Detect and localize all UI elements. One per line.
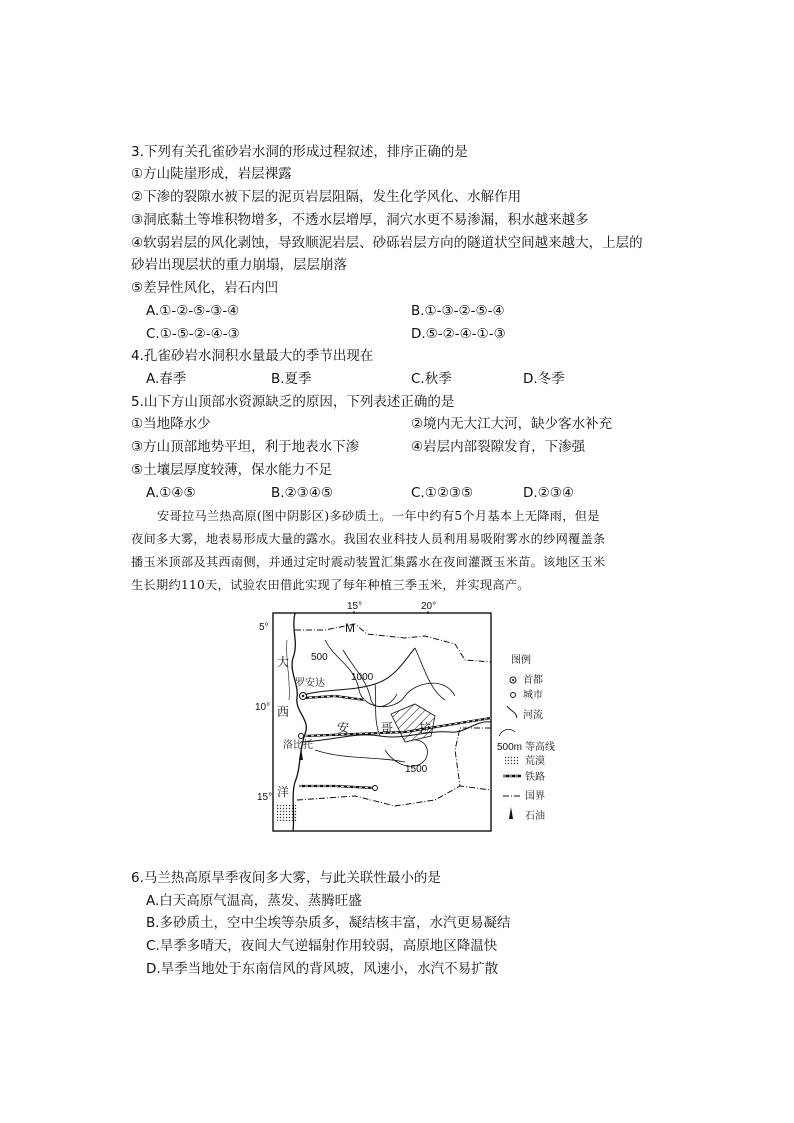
q4-option-b[interactable]: B.夏季	[271, 371, 312, 387]
q3-item-2: ②下渗的裂隙水被下层的泥页岩层阻隔，发生化学风化、水解作用	[131, 189, 522, 205]
svg-text:首都: 首都	[523, 675, 543, 686]
q3-option-b[interactable]: B.①-③-②-⑤-④	[411, 303, 505, 319]
country-char-2: 哥	[381, 721, 394, 735]
passage-line: 生长期约110天，试验农田借此实现了每年种植三季玉米，并实现高产。	[131, 578, 530, 592]
passage	[131, 505, 661, 597]
lon-label-20: 20°	[421, 601, 437, 612]
q4-option-c[interactable]: C.秋季	[411, 371, 452, 387]
map-legend	[497, 653, 555, 822]
q5-item-3: ③方山顶部地势平坦，利于地表水下渗	[131, 439, 360, 455]
river	[415, 648, 445, 700]
country-char-3: 拉	[419, 721, 432, 735]
desert-area	[277, 805, 297, 821]
svg-text:铁路: 铁路	[525, 772, 545, 783]
svg-text:城市: 城市	[523, 690, 543, 701]
q3-item-5: ⑤差异性风化，岩石内凹	[131, 280, 279, 296]
svg-text:500m: 500m	[497, 742, 523, 753]
ocean-char-2: 西	[277, 705, 290, 719]
river	[375, 684, 380, 736]
q4-option-d[interactable]: D.冬季	[523, 371, 565, 387]
q5-item-4: ④岩层内部裂隙发育，下渗强	[411, 439, 586, 455]
q4-stem: 4.孔雀砂岩水洞积水量最大的季节出现在	[131, 348, 374, 364]
ocean-char-3: 洋	[277, 785, 290, 799]
q3-item-4-cont: 砂岩出现层状的重力崩塌，层层崩落	[131, 257, 347, 273]
q4-option-a[interactable]: A.春季	[146, 371, 187, 387]
q5-option-a[interactable]: A.①④⑤	[146, 485, 196, 501]
svg-text:等高线: 等高线	[525, 742, 555, 753]
city-label-lobito: 洛比托	[283, 740, 313, 751]
q5-option-c[interactable]: C.①②③⑤	[411, 485, 474, 501]
lon-label-15: 15°	[347, 601, 363, 612]
q5-option-b[interactable]: B.②③④⑤	[271, 485, 333, 501]
q6-option-b[interactable]: B.多砂质土，空中尘埃等杂质多，凝结核丰富，水汽更易凝结	[146, 915, 511, 931]
railway	[303, 696, 365, 700]
q5-stem: 5.山下方山顶部水资源缺乏的原因，下列表述正确的是	[131, 394, 455, 410]
lat-label-10: 10°	[255, 702, 271, 713]
svg-text:石油: 石油	[525, 811, 545, 822]
contour-line	[385, 740, 427, 766]
svg-text:图例: 图例	[511, 655, 531, 666]
coastline	[292, 613, 306, 831]
q6-option-a[interactable]: A.白天高原气温高，蒸发、蒸腾旺盛	[146, 893, 362, 909]
city-symbol	[373, 786, 378, 791]
q5-option-d[interactable]: D.②③④	[523, 485, 574, 501]
q6-option-c[interactable]: C.旱季多晴天，夜间大气逆辐射作用较弱，高原地区降温快	[146, 938, 498, 954]
q3-item-4: ④软弱岩层的风化剥蚀，导致顺泥岩层、砂砾岩层方向的隧道状空间越来越大，上层的	[131, 235, 643, 251]
city-symbol	[299, 734, 304, 739]
contour-label-1000: 1000	[351, 672, 374, 683]
passage-line: 安哥拉马兰热高原(图中阴影区)多砂质土。一年中约有5个月基本上无降雨，但是	[157, 509, 600, 523]
country-char-1: 安	[337, 721, 350, 735]
contour-label-1500: 1500	[405, 764, 428, 775]
q5-item-1: ①当地降水少	[131, 416, 211, 432]
q3-option-d[interactable]: D.⑤-②-④-①-③	[411, 326, 506, 342]
q3-option-c[interactable]: C.①-⑤-②-④-③	[146, 326, 240, 342]
angola-map	[255, 600, 555, 835]
passage-line: 夜间多大雾，地表易形成大量的露水。我国农业科技人员利用易吸附雾水的纱网覆盖条	[131, 532, 606, 546]
svg-text:河流: 河流	[523, 710, 543, 721]
q3-stem: 3.下列有关孔雀砂岩水洞的形成过程叙述，排序正确的是	[131, 144, 468, 160]
city-label-luanda: 罗安达	[295, 678, 325, 689]
svg-text:国界: 国界	[525, 791, 545, 802]
q6-stem: 6.马兰热高原旱季夜间多大雾，与此关联性最小的是	[131, 870, 441, 886]
contour-label-500: 500	[311, 652, 328, 663]
border	[297, 786, 460, 806]
svg-text:荒漠: 荒漠	[525, 756, 545, 767]
q5-item-2: ②境内无大江大河，缺少客水补充	[411, 416, 613, 432]
letter-m: M	[345, 621, 355, 635]
border	[455, 728, 491, 790]
lat-label-15: 15°	[257, 792, 273, 803]
passage-line: 播玉米顶部及其西南侧，并通过定时震动装置汇集露水在夜间灌溉玉米苗。该地区玉米	[131, 555, 606, 569]
q3-item-1: ①方山陡崖形成，岩层裸露	[131, 166, 292, 182]
q5-item-5: ⑤土壤层厚度较薄，保水能力不足	[131, 462, 333, 478]
lat-label-5: 5°	[259, 622, 269, 633]
q3-option-a[interactable]: A.①-②-⑤-③-④	[146, 303, 240, 319]
q3-item-3: ③洞底黏土等堆积物增多，不透水层增厚，洞穴水更不易渗漏，积水越来越多	[131, 212, 589, 228]
river	[315, 750, 405, 762]
q6-option-d[interactable]: D.旱季当地处于东南信风的背风坡，风速小，水汽不易扩散	[146, 961, 499, 977]
ocean-char-1: 大	[277, 655, 290, 669]
